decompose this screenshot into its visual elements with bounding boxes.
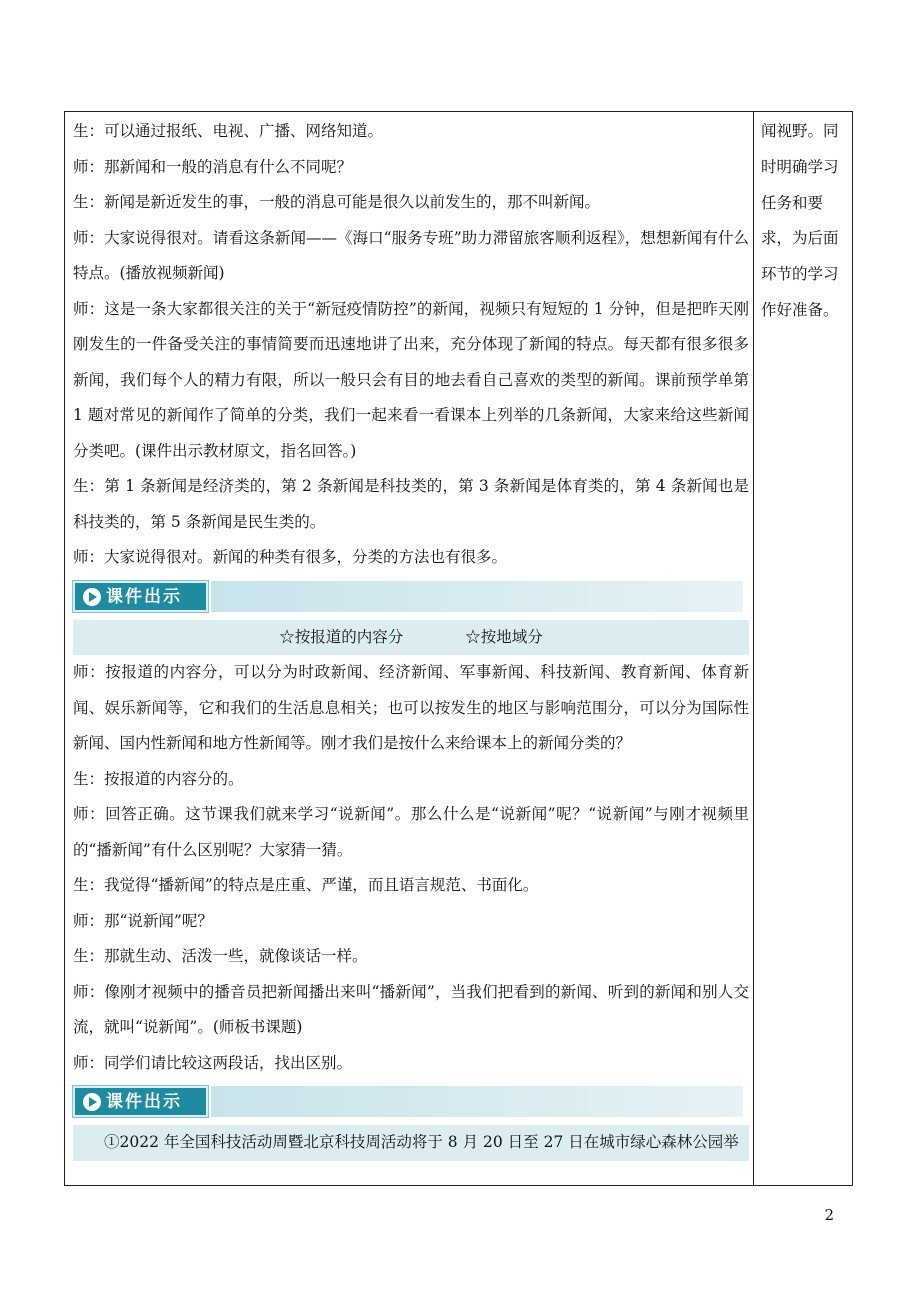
side-column <box>761 114 849 329</box>
news-excerpt: ①2022 年全国科技活动周暨北京科技周活动将于 8 月 20 日至 27 日在城市绿心森林公园举 <box>73 1125 749 1161</box>
play-icon <box>83 1093 101 1111</box>
dialogue-line: 师：这是一条大家都很关注的关于“新冠疫情防控”的新闻，视频只有短短的 1 分钟，但是把昨天刚刚发生的一件备受关注的事情简要而迅速地讲了出来，充分体现了新闻的特点。每天都有很多很多新闻，我们每个人的精力有限，所以一般只会有目的地去看自己喜欢的类型的新闻。课前预学单第 1 题对常见的新闻作了简单的分类，我们一起来看一看课本上列举的几条新闻，大家来给这些新闻分类吧。(课件出示教材原文，指名回答。) <box>73 299 749 460</box>
dialogue-line: 生：那就生动、活泼一些，就像谈话一样。 <box>73 947 368 965</box>
dialogue-line: 生：我觉得“播新闻”的特点是庄重、严谨，而且语言规范、书面化。 <box>73 876 539 894</box>
dialogue-line: 生：新闻是新近发生的事，一般的消息可能是很久以前发生的，那不叫新闻。 <box>73 193 601 211</box>
page-number: 2 <box>824 1206 834 1224</box>
dialogue-line: 生：第 1 条新闻是经济类的，第 2 条新闻是科技类的，第 3 条新闻是体育类的，第 4 条新闻也是科技类的，第 5 条新闻是民生类的。 <box>73 477 749 531</box>
courseware-label: 课件出示 <box>106 586 182 607</box>
courseware-banner <box>73 1083 749 1121</box>
dialogue-line: 师：那“说新闻”呢？ <box>73 911 213 930</box>
banner-bar <box>211 581 743 612</box>
courseware-label: 课件出示 <box>106 1092 182 1112</box>
dialogue-line: 师：大家说得很对。请看这条新闻——《海口“服务专班”助力滞留旅客顺利返程》，想想新闻有什么特点。(播放视频新闻) <box>73 228 749 282</box>
banner-bar <box>211 1086 743 1117</box>
dialogue-line: 生：可以通过报纸、电视、广播、网络知道。 <box>73 122 384 140</box>
dialogue-line: 生：按报道的内容分的。 <box>73 769 244 788</box>
dialogue-line: 师：回答正确。这节课我们就来学习“说新闻”。那么什么是“说新闻”呢？“说新闻”与刚才视频里的“播新闻”有什么区别呢？大家猜一猜。 <box>73 805 749 859</box>
dialogue-line: 师：像刚才视频中的播音员把新闻播出来叫“播新闻”，当我们把看到的新闻、听到的新闻和别人交流，就叫“说新闻”。(师板书课题) <box>73 982 749 1036</box>
classification-options: ☆按报道的内容分 ☆按地域分 <box>73 620 749 656</box>
dialogue-line: 师：按报道的内容分，可以分为时政新闻、经济新闻、军事新闻、科技新闻、教育新闻、体育新闻、娱乐新闻等，它和我们的生活息息相关；也可以按发生的地区与影响范围分，可以分为国际性新闻、国内性新闻和地方性新闻等。刚才我们是按什么来给课本上的新闻分类的？ <box>73 663 749 752</box>
design-intent-text: 闻视野。同时明确学习任务和要求，为后面环节的学习作好准备。 <box>761 122 839 319</box>
main-column <box>73 114 749 1161</box>
dialogue-line: 师：那新闻和一般的消息有什么不同呢？ <box>73 157 353 176</box>
courseware-banner <box>73 578 749 616</box>
courseware-tag <box>73 581 208 612</box>
column-divider <box>753 111 754 1186</box>
courseware-tag <box>73 1086 208 1117</box>
dialogue-line: 师：同学们请比较这两段话，找出区别。 <box>73 1053 353 1072</box>
dialogue-line: 师：大家说得很对。新闻的种类有很多，分类的方法也有很多。 <box>73 548 508 566</box>
play-icon <box>83 588 101 606</box>
